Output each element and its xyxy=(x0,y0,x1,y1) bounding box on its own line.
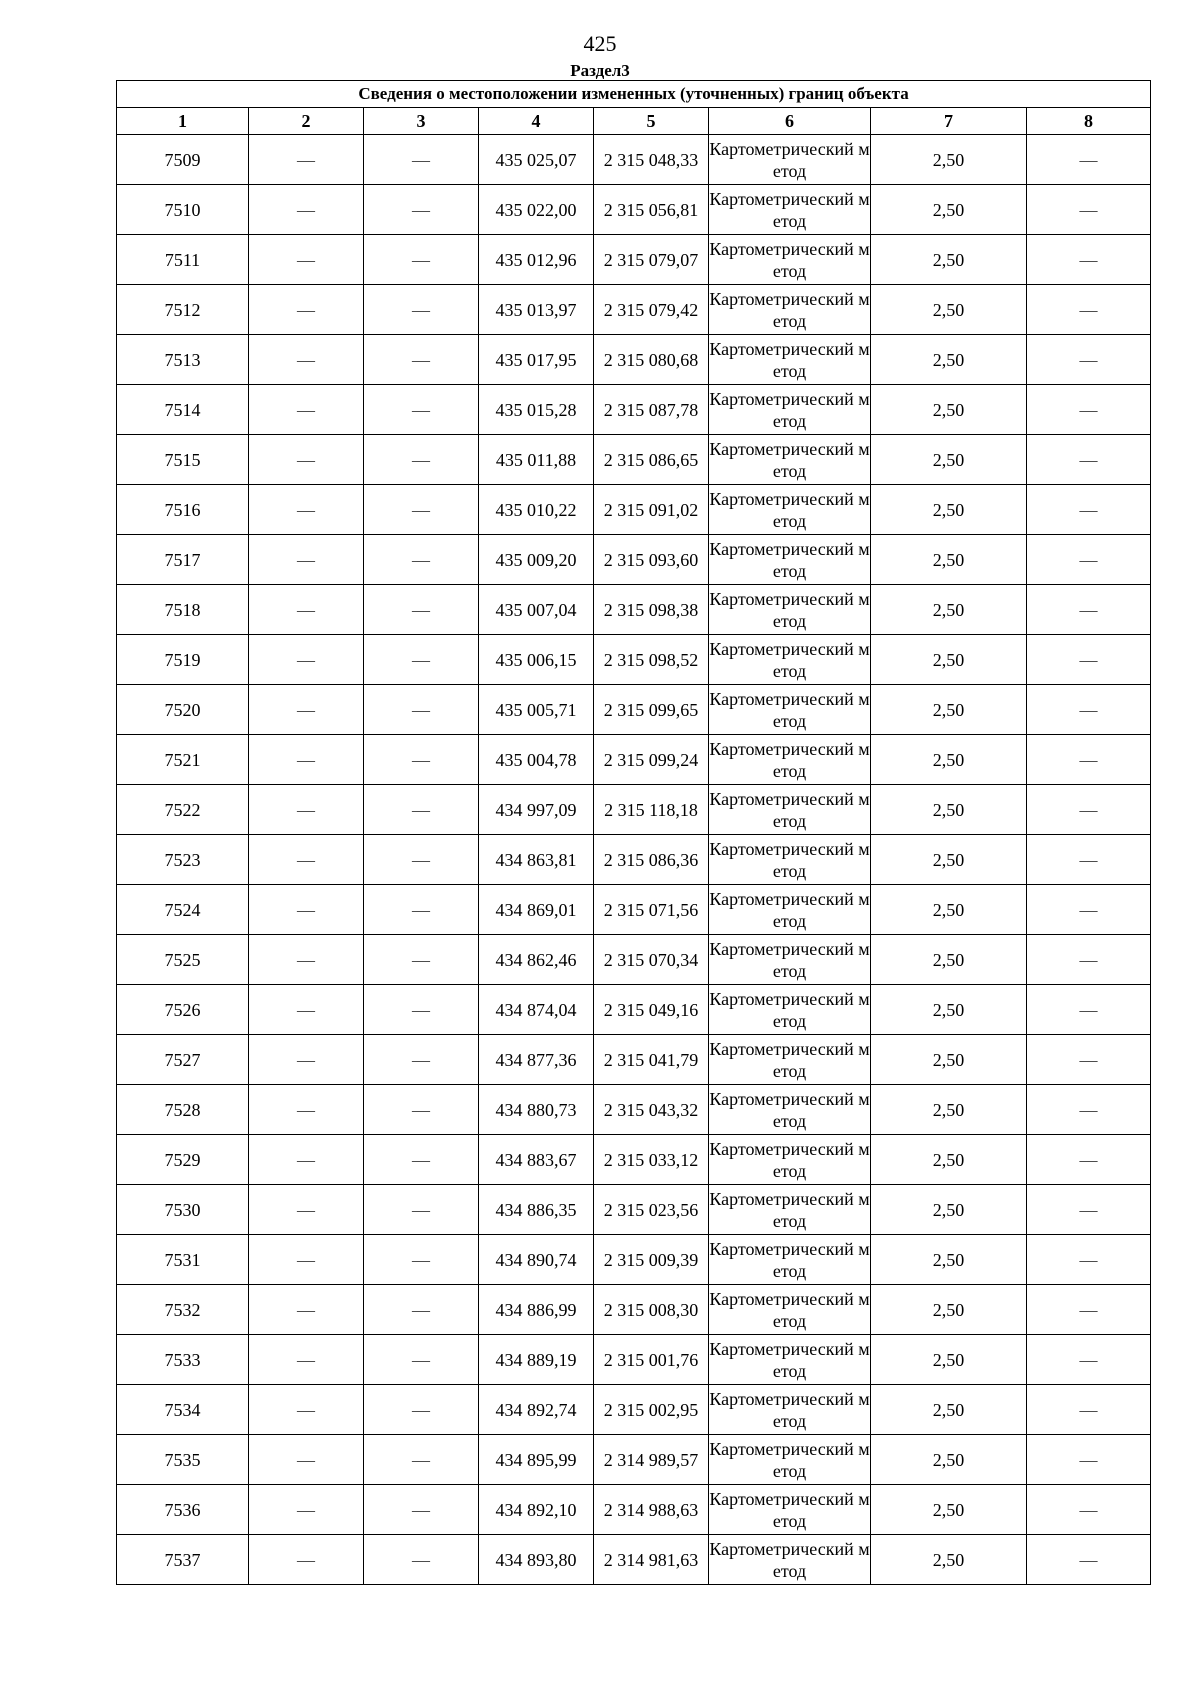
column-3-cell: — xyxy=(364,385,479,435)
accuracy-cell: 2,50 xyxy=(871,435,1027,485)
y-coordinate-cell: 2 315 056,81 xyxy=(594,185,709,235)
column-number: 1 xyxy=(117,108,249,135)
accuracy-cell: 2,50 xyxy=(871,535,1027,585)
point-number-cell: 7533 xyxy=(117,1335,249,1385)
point-number-cell: 7520 xyxy=(117,685,249,735)
table-row xyxy=(117,735,1151,785)
accuracy-cell: 2,50 xyxy=(871,1135,1027,1185)
accuracy-cell: 2,50 xyxy=(871,335,1027,385)
column-3-cell: — xyxy=(364,1435,479,1485)
y-coordinate-cell: 2 314 988,63 xyxy=(594,1485,709,1535)
method-cell: Картометрический метод xyxy=(709,635,871,685)
y-coordinate-cell: 2 315 043,32 xyxy=(594,1085,709,1135)
table-row xyxy=(117,1085,1151,1135)
column-8-cell: — xyxy=(1027,135,1151,185)
x-coordinate-cell: 434 997,09 xyxy=(479,785,594,835)
column-2-cell: — xyxy=(249,985,364,1035)
column-2-cell: — xyxy=(249,285,364,335)
x-coordinate-cell: 435 009,20 xyxy=(479,535,594,585)
column-3-cell: — xyxy=(364,585,479,635)
y-coordinate-cell: 2 315 001,76 xyxy=(594,1335,709,1385)
y-coordinate-cell: 2 315 071,56 xyxy=(594,885,709,935)
column-8-cell: — xyxy=(1027,735,1151,785)
column-8-cell: — xyxy=(1027,835,1151,885)
point-number-cell: 7524 xyxy=(117,885,249,935)
method-cell: Картометрический метод xyxy=(709,335,871,385)
column-3-cell: — xyxy=(364,1485,479,1535)
column-3-cell: — xyxy=(364,735,479,785)
x-coordinate-cell: 434 883,67 xyxy=(479,1135,594,1185)
table-row xyxy=(117,485,1151,535)
accuracy-cell: 2,50 xyxy=(871,735,1027,785)
table-row xyxy=(117,985,1151,1035)
column-3-cell: — xyxy=(364,1135,479,1185)
accuracy-cell: 2,50 xyxy=(871,135,1027,185)
table-row xyxy=(117,1385,1151,1435)
column-2-cell: — xyxy=(249,1285,364,1335)
x-coordinate-cell: 435 004,78 xyxy=(479,735,594,785)
accuracy-cell: 2,50 xyxy=(871,1235,1027,1285)
accuracy-cell: 2,50 xyxy=(871,935,1027,985)
column-2-cell: — xyxy=(249,1035,364,1085)
x-coordinate-cell: 434 890,74 xyxy=(479,1235,594,1285)
y-coordinate-cell: 2 314 981,63 xyxy=(594,1535,709,1585)
column-3-cell: — xyxy=(364,635,479,685)
x-coordinate-cell: 435 007,04 xyxy=(479,585,594,635)
column-2-cell: — xyxy=(249,485,364,535)
method-cell: Картометрический метод xyxy=(709,385,871,435)
column-2-cell: — xyxy=(249,835,364,885)
x-coordinate-cell: 435 011,88 xyxy=(479,435,594,485)
column-3-cell: — xyxy=(364,435,479,485)
column-2-cell: — xyxy=(249,235,364,285)
accuracy-cell: 2,50 xyxy=(871,1485,1027,1535)
column-2-cell: — xyxy=(249,335,364,385)
table-row xyxy=(117,185,1151,235)
column-8-cell: — xyxy=(1027,485,1151,535)
column-3-cell: — xyxy=(364,235,479,285)
method-cell: Картометрический метод xyxy=(709,1235,871,1285)
column-2-cell: — xyxy=(249,185,364,235)
column-8-cell: — xyxy=(1027,935,1151,985)
column-2-cell: — xyxy=(249,1435,364,1485)
y-coordinate-cell: 2 315 086,36 xyxy=(594,835,709,885)
table-body xyxy=(117,135,1151,1585)
table-row xyxy=(117,635,1151,685)
method-cell: Картометрический метод xyxy=(709,1035,871,1085)
y-coordinate-cell: 2 315 093,60 xyxy=(594,535,709,585)
table-row xyxy=(117,1335,1151,1385)
y-coordinate-cell: 2 315 049,16 xyxy=(594,985,709,1035)
accuracy-cell: 2,50 xyxy=(871,385,1027,435)
accuracy-cell: 2,50 xyxy=(871,1385,1027,1435)
point-number-cell: 7521 xyxy=(117,735,249,785)
point-number-cell: 7529 xyxy=(117,1135,249,1185)
x-coordinate-cell: 434 886,35 xyxy=(479,1185,594,1235)
method-cell: Картометрический метод xyxy=(709,685,871,735)
table-row xyxy=(117,435,1151,485)
column-3-cell: — xyxy=(364,1385,479,1435)
table-row xyxy=(117,585,1151,635)
method-cell: Картометрический метод xyxy=(709,435,871,485)
column-8-cell: — xyxy=(1027,535,1151,585)
accuracy-cell: 2,50 xyxy=(871,1285,1027,1335)
column-number: 3 xyxy=(364,108,479,135)
point-number-cell: 7534 xyxy=(117,1385,249,1435)
column-8-cell: — xyxy=(1027,1485,1151,1535)
column-8-cell: — xyxy=(1027,885,1151,935)
column-8-cell: — xyxy=(1027,785,1151,835)
column-2-cell: — xyxy=(249,635,364,685)
accuracy-cell: 2,50 xyxy=(871,1535,1027,1585)
table-row xyxy=(117,1485,1151,1535)
x-coordinate-cell: 434 886,99 xyxy=(479,1285,594,1335)
accuracy-cell: 2,50 xyxy=(871,1435,1027,1485)
y-coordinate-cell: 2 315 079,42 xyxy=(594,285,709,335)
table-row xyxy=(117,1135,1151,1185)
method-cell: Картометрический метод xyxy=(709,285,871,335)
x-coordinate-cell: 434 877,36 xyxy=(479,1035,594,1085)
column-2-cell: — xyxy=(249,1135,364,1185)
y-coordinate-cell: 2 315 098,52 xyxy=(594,635,709,685)
column-2-cell: — xyxy=(249,685,364,735)
column-3-cell: — xyxy=(364,535,479,585)
x-coordinate-cell: 435 006,15 xyxy=(479,635,594,685)
y-coordinate-cell: 2 315 023,56 xyxy=(594,1185,709,1235)
table-row xyxy=(117,785,1151,835)
column-3-cell: — xyxy=(364,835,479,885)
table-row xyxy=(117,535,1151,585)
method-cell: Картометрический метод xyxy=(709,1335,871,1385)
column-3-cell: — xyxy=(364,1335,479,1385)
point-number-cell: 7514 xyxy=(117,385,249,435)
method-cell: Картометрический метод xyxy=(709,1085,871,1135)
x-coordinate-cell: 434 892,10 xyxy=(479,1485,594,1535)
y-coordinate-cell: 2 314 989,57 xyxy=(594,1435,709,1485)
point-number-cell: 7510 xyxy=(117,185,249,235)
point-number-cell: 7528 xyxy=(117,1085,249,1135)
column-8-cell: — xyxy=(1027,435,1151,485)
accuracy-cell: 2,50 xyxy=(871,635,1027,685)
table-row xyxy=(117,685,1151,735)
y-coordinate-cell: 2 315 099,24 xyxy=(594,735,709,785)
column-3-cell: — xyxy=(364,1535,479,1585)
method-cell: Картометрический метод xyxy=(709,585,871,635)
column-2-cell: — xyxy=(249,935,364,985)
accuracy-cell: 2,50 xyxy=(871,585,1027,635)
x-coordinate-cell: 435 025,07 xyxy=(479,135,594,185)
accuracy-cell: 2,50 xyxy=(871,1185,1027,1235)
table-row xyxy=(117,285,1151,335)
accuracy-cell: 2,50 xyxy=(871,1085,1027,1135)
column-number: 8 xyxy=(1027,108,1151,135)
method-cell: Картометрический метод xyxy=(709,1485,871,1535)
column-8-cell: — xyxy=(1027,1535,1151,1585)
column-2-cell: — xyxy=(249,535,364,585)
method-cell: Картометрический метод xyxy=(709,535,871,585)
accuracy-cell: 2,50 xyxy=(871,235,1027,285)
boundary-coordinates-table xyxy=(116,80,1151,1585)
table-caption: Сведения о местоположении измененных (уточненных) границ объекта xyxy=(117,81,1151,108)
column-3-cell: — xyxy=(364,335,479,385)
point-number-cell: 7517 xyxy=(117,535,249,585)
column-8-cell: — xyxy=(1027,685,1151,735)
column-8-cell: — xyxy=(1027,1085,1151,1135)
accuracy-cell: 2,50 xyxy=(871,685,1027,735)
x-coordinate-cell: 435 005,71 xyxy=(479,685,594,735)
column-8-cell: — xyxy=(1027,1135,1151,1185)
column-number: 7 xyxy=(871,108,1027,135)
point-number-cell: 7509 xyxy=(117,135,249,185)
method-cell: Картометрический метод xyxy=(709,1185,871,1235)
column-2-cell: — xyxy=(249,885,364,935)
x-coordinate-cell: 434 895,99 xyxy=(479,1435,594,1485)
column-number: 4 xyxy=(479,108,594,135)
column-number: 6 xyxy=(709,108,871,135)
accuracy-cell: 2,50 xyxy=(871,485,1027,535)
y-coordinate-cell: 2 315 118,18 xyxy=(594,785,709,835)
method-cell: Картометрический метод xyxy=(709,785,871,835)
x-coordinate-cell: 434 880,73 xyxy=(479,1085,594,1135)
y-coordinate-cell: 2 315 091,02 xyxy=(594,485,709,535)
point-number-cell: 7511 xyxy=(117,235,249,285)
column-3-cell: — xyxy=(364,935,479,985)
accuracy-cell: 2,50 xyxy=(871,985,1027,1035)
table-row xyxy=(117,1535,1151,1585)
column-8-cell: — xyxy=(1027,385,1151,435)
table-row xyxy=(117,1285,1151,1335)
y-coordinate-cell: 2 315 048,33 xyxy=(594,135,709,185)
column-8-cell: — xyxy=(1027,1235,1151,1285)
x-coordinate-cell: 434 893,80 xyxy=(479,1535,594,1585)
table-row xyxy=(117,1035,1151,1085)
column-8-cell: — xyxy=(1027,185,1151,235)
method-cell: Картометрический метод xyxy=(709,1135,871,1185)
point-number-cell: 7516 xyxy=(117,485,249,535)
column-8-cell: — xyxy=(1027,1285,1151,1335)
point-number-cell: 7512 xyxy=(117,285,249,335)
y-coordinate-cell: 2 315 008,30 xyxy=(594,1285,709,1335)
column-8-cell: — xyxy=(1027,1435,1151,1485)
table-row xyxy=(117,135,1151,185)
y-coordinate-cell: 2 315 002,95 xyxy=(594,1385,709,1435)
x-coordinate-cell: 434 874,04 xyxy=(479,985,594,1035)
point-number-cell: 7515 xyxy=(117,435,249,485)
table-row xyxy=(117,335,1151,385)
x-coordinate-cell: 434 889,19 xyxy=(479,1335,594,1385)
column-8-cell: — xyxy=(1027,1035,1151,1085)
accuracy-cell: 2,50 xyxy=(871,885,1027,935)
column-3-cell: — xyxy=(364,985,479,1035)
point-number-cell: 7532 xyxy=(117,1285,249,1335)
y-coordinate-cell: 2 315 079,07 xyxy=(594,235,709,285)
table-row xyxy=(117,835,1151,885)
column-2-cell: — xyxy=(249,435,364,485)
column-2-cell: — xyxy=(249,1235,364,1285)
column-3-cell: — xyxy=(364,1035,479,1085)
column-3-cell: — xyxy=(364,785,479,835)
column-2-cell: — xyxy=(249,585,364,635)
method-cell: Картометрический метод xyxy=(709,835,871,885)
point-number-cell: 7523 xyxy=(117,835,249,885)
point-number-cell: 7527 xyxy=(117,1035,249,1085)
accuracy-cell: 2,50 xyxy=(871,1335,1027,1385)
y-coordinate-cell: 2 315 099,65 xyxy=(594,685,709,735)
column-3-cell: — xyxy=(364,1285,479,1335)
column-2-cell: — xyxy=(249,1335,364,1385)
method-cell: Картометрический метод xyxy=(709,985,871,1035)
x-coordinate-cell: 435 022,00 xyxy=(479,185,594,235)
column-number-row xyxy=(117,108,1151,135)
point-number-cell: 7526 xyxy=(117,985,249,1035)
page-number: 425 xyxy=(583,31,617,56)
column-number: 5 xyxy=(594,108,709,135)
y-coordinate-cell: 2 315 009,39 xyxy=(594,1235,709,1285)
method-cell: Картометрический метод xyxy=(709,885,871,935)
column-2-cell: — xyxy=(249,1085,364,1135)
column-3-cell: — xyxy=(364,185,479,235)
column-8-cell: — xyxy=(1027,985,1151,1035)
table-row xyxy=(117,935,1151,985)
column-2-cell: — xyxy=(249,135,364,185)
column-3-cell: — xyxy=(364,1085,479,1135)
column-8-cell: — xyxy=(1027,285,1151,335)
method-cell: Картометрический метод xyxy=(709,1385,871,1435)
x-coordinate-cell: 434 863,81 xyxy=(479,835,594,885)
method-cell: Картометрический метод xyxy=(709,1535,871,1585)
column-2-cell: — xyxy=(249,1385,364,1435)
column-3-cell: — xyxy=(364,685,479,735)
y-coordinate-cell: 2 315 041,79 xyxy=(594,1035,709,1085)
column-2-cell: — xyxy=(249,735,364,785)
column-number: 2 xyxy=(249,108,364,135)
column-8-cell: — xyxy=(1027,1185,1151,1235)
point-number-cell: 7537 xyxy=(117,1535,249,1585)
table-caption-row xyxy=(117,81,1151,108)
column-3-cell: — xyxy=(364,1235,479,1285)
accuracy-cell: 2,50 xyxy=(871,185,1027,235)
column-2-cell: — xyxy=(249,1185,364,1235)
accuracy-cell: 2,50 xyxy=(871,835,1027,885)
column-3-cell: — xyxy=(364,285,479,335)
method-cell: Картометрический метод xyxy=(709,235,871,285)
table-row xyxy=(117,1235,1151,1285)
point-number-cell: 7518 xyxy=(117,585,249,635)
column-2-cell: — xyxy=(249,385,364,435)
column-3-cell: — xyxy=(364,885,479,935)
column-3-cell: — xyxy=(364,485,479,535)
accuracy-cell: 2,50 xyxy=(871,1035,1027,1085)
column-2-cell: — xyxy=(249,1485,364,1535)
column-8-cell: — xyxy=(1027,1335,1151,1385)
x-coordinate-cell: 435 017,95 xyxy=(479,335,594,385)
x-coordinate-cell: 435 012,96 xyxy=(479,235,594,285)
accuracy-cell: 2,50 xyxy=(871,785,1027,835)
method-cell: Картометрический метод xyxy=(709,185,871,235)
point-number-cell: 7535 xyxy=(117,1435,249,1485)
table-row xyxy=(117,885,1151,935)
method-cell: Картометрический метод xyxy=(709,1285,871,1335)
point-number-cell: 7522 xyxy=(117,785,249,835)
y-coordinate-cell: 2 315 086,65 xyxy=(594,435,709,485)
method-cell: Картометрический метод xyxy=(709,135,871,185)
column-3-cell: — xyxy=(364,1185,479,1235)
y-coordinate-cell: 2 315 080,68 xyxy=(594,335,709,385)
column-3-cell: — xyxy=(364,135,479,185)
section-title: Раздел3 xyxy=(570,61,630,80)
method-cell: Картометрический метод xyxy=(709,1435,871,1485)
column-8-cell: — xyxy=(1027,335,1151,385)
y-coordinate-cell: 2 315 070,34 xyxy=(594,935,709,985)
table-row xyxy=(117,385,1151,435)
y-coordinate-cell: 2 315 098,38 xyxy=(594,585,709,635)
point-number-cell: 7530 xyxy=(117,1185,249,1235)
x-coordinate-cell: 434 862,46 xyxy=(479,935,594,985)
y-coordinate-cell: 2 315 087,78 xyxy=(594,385,709,435)
point-number-cell: 7536 xyxy=(117,1485,249,1535)
point-number-cell: 7513 xyxy=(117,335,249,385)
method-cell: Картометрический метод xyxy=(709,735,871,785)
point-number-cell: 7531 xyxy=(117,1235,249,1285)
table-row xyxy=(117,235,1151,285)
column-8-cell: — xyxy=(1027,235,1151,285)
table-row xyxy=(117,1185,1151,1235)
table-row xyxy=(117,1435,1151,1485)
point-number-cell: 7525 xyxy=(117,935,249,985)
column-2-cell: — xyxy=(249,785,364,835)
column-2-cell: — xyxy=(249,1535,364,1585)
method-cell: Картометрический метод xyxy=(709,935,871,985)
column-8-cell: — xyxy=(1027,1385,1151,1435)
x-coordinate-cell: 434 892,74 xyxy=(479,1385,594,1435)
point-number-cell: 7519 xyxy=(117,635,249,685)
y-coordinate-cell: 2 315 033,12 xyxy=(594,1135,709,1185)
x-coordinate-cell: 435 010,22 xyxy=(479,485,594,535)
accuracy-cell: 2,50 xyxy=(871,285,1027,335)
x-coordinate-cell: 434 869,01 xyxy=(479,885,594,935)
column-8-cell: — xyxy=(1027,585,1151,635)
method-cell: Картометрический метод xyxy=(709,485,871,535)
x-coordinate-cell: 435 013,97 xyxy=(479,285,594,335)
column-8-cell: — xyxy=(1027,635,1151,685)
x-coordinate-cell: 435 015,28 xyxy=(479,385,594,435)
